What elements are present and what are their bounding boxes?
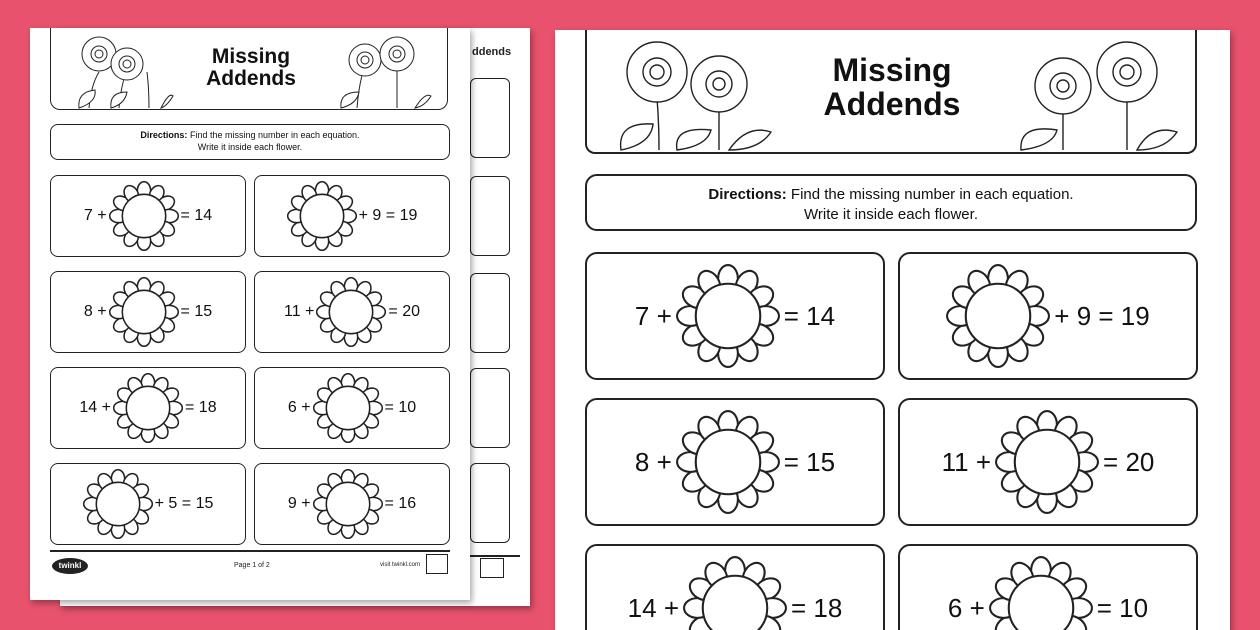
back-row-stub [470,273,510,353]
title-line-2: Addends [206,67,296,91]
page-number: Page 1 of 2 [234,562,270,569]
problem-box [898,252,1198,380]
equation-left-part: 9 + [287,495,311,512]
equation-left-part: 11 + [941,446,992,477]
equation [51,368,245,448]
flower-bunch-left-icon [607,32,777,152]
header-box [50,28,448,110]
problem-box [585,398,885,526]
header-title-large [807,54,977,121]
directions-box [50,124,450,160]
directions-text [51,129,449,153]
equation-right-part: = 18 [791,592,843,623]
equation-right-part: = 16 [384,495,417,512]
equation-left-part: 8 + [83,303,107,320]
problem-box [50,463,246,545]
site-link: visit twinkl.com [380,562,421,568]
flower-bunch-left-icon [69,30,179,110]
header-title [201,46,301,90]
back-header-stub [470,78,510,158]
flower-answer-icon [676,264,780,368]
worksheet-page-1-large [555,30,1230,630]
equation-right-part: = 18 [185,399,217,416]
twinkl-badge [426,554,448,574]
flower-answer-icon [83,469,153,539]
equation [587,254,883,378]
title-line-1: Missing [211,45,291,68]
flower-answer-icon [109,277,179,347]
back-row-stub [470,463,510,543]
problem-box [585,544,885,630]
equation [51,272,245,352]
equation-left-part: 6 + [947,592,985,623]
header-box-large [585,30,1197,154]
flower-answer-icon [946,264,1050,368]
flower-answer-icon [316,277,386,347]
directions-label: Directions: [140,130,188,140]
flower-answer-icon [109,181,179,251]
equation-right-part: + 9 = 19 [358,207,418,224]
flower-answer-icon [989,556,1093,630]
flower-answer-icon [995,410,1099,514]
equation-left-part: 14 + [79,399,111,416]
equation-right-part: = 10 [384,399,417,416]
equation-right-part: = 15 [180,303,213,320]
equation-left-part: 6 + [287,399,311,416]
back-row-stub [470,176,510,256]
directions-line-1: Find the missing number in each equation. [790,186,1074,203]
equation-right-part: = 15 [783,446,836,477]
equation-right-part: = 14 [180,207,213,224]
equation [587,546,883,630]
equation-right-part: + 9 = 19 [1054,300,1150,331]
flower-answer-icon [676,410,780,514]
back-title-fragment: ddends [472,46,512,58]
flower-bunch-right-icon [1011,32,1181,152]
problem-box [254,367,450,449]
equation-right-part: = 14 [783,300,836,331]
problem-box [898,544,1198,630]
flower-answer-icon [287,181,357,251]
equation-left-part: 11 + [284,303,315,320]
problem-box [50,271,246,353]
flower-answer-icon [313,469,383,539]
problem-box [50,367,246,449]
equation [255,464,449,544]
flower-answer-icon [113,373,183,443]
equation-left-part: 14 + [627,592,679,623]
equation [255,368,449,448]
flower-bunch-right-icon [327,30,437,110]
directions-label: Directions: [708,186,787,203]
back-footer-line [470,555,520,557]
directions-line-2: Write it inside each flower. [197,142,303,153]
equation [900,400,1196,524]
directions-text-large [587,185,1195,226]
equation [587,400,883,524]
problem-box [898,398,1198,526]
problem-box [254,175,450,257]
flower-answer-icon [313,373,383,443]
problem-box [254,271,450,353]
problem-box [50,175,246,257]
problem-box [254,463,450,545]
directions-line-1: Find the missing number in each equation. [189,130,360,140]
directions-box-large [585,174,1197,231]
equation-left-part: 7 + [634,300,672,331]
equation-right-part: = 10 [1096,592,1149,623]
equation [900,546,1196,630]
equation-right-part: = 20 [388,303,420,320]
equation [900,254,1196,378]
equation [255,272,449,352]
equation-left-part: 8 + [634,446,672,477]
back-twinkl-badge [480,558,504,578]
title-line-1: Missing [832,52,952,88]
equation [51,464,245,544]
flower-answer-icon [683,556,787,630]
footer-line [50,550,450,552]
worksheet-page-1-thumbnail [30,28,470,600]
directions-line-2: Write it inside each flower. [804,206,978,224]
back-row-stub [470,368,510,448]
title-line-2: Addends [823,85,961,122]
equation [255,176,449,256]
equation-right-part: = 20 [1103,446,1155,477]
problem-box [585,252,885,380]
equation-right-part: + 5 = 15 [154,495,214,512]
twinkl-logo: twinkl [52,558,88,574]
equation-left-part: 7 + [83,207,107,224]
equation [51,176,245,256]
